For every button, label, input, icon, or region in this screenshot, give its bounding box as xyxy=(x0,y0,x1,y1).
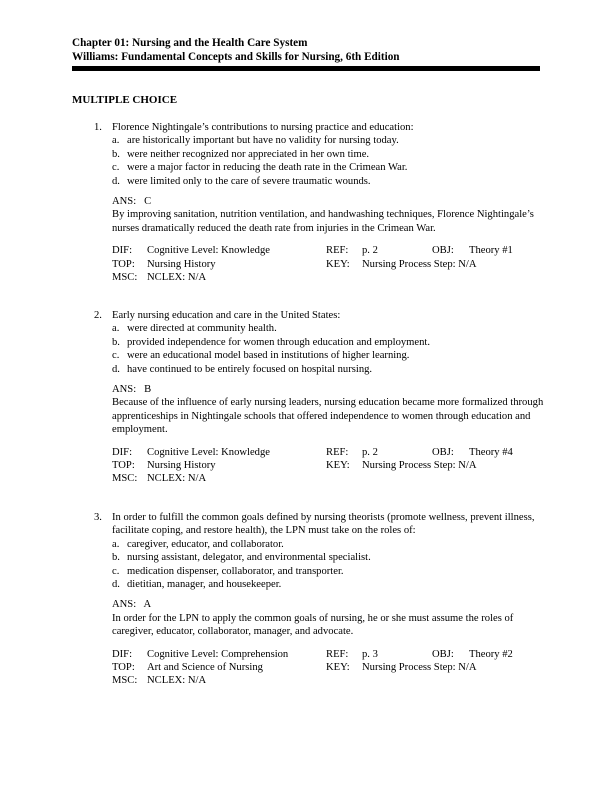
option-text: are historically important but have no validity for nursing today. xyxy=(127,135,399,147)
option-letter: a. xyxy=(112,135,120,147)
option-letter: b. xyxy=(112,148,120,160)
question-text: Florence Nightingale’s contributions to nursing practice and education: xyxy=(112,122,414,133)
question-text: Early nursing education and care in the United States: xyxy=(112,310,341,321)
ref-value: p. 2 xyxy=(362,245,378,257)
question-metadata xyxy=(94,446,556,486)
obj-label: OBJ: xyxy=(432,245,454,257)
msc-value: NCLEX: N/A xyxy=(147,473,207,485)
rationale: In order for the LPN to apply the common goals of nursing, he or she must assume the roles of caregiver, educator, collaborator, manager, and advocate. xyxy=(112,612,514,638)
ref-value: p. 2 xyxy=(362,446,378,458)
top-label: TOP: xyxy=(112,662,135,674)
key-label: KEY: xyxy=(326,258,350,270)
answer-value: C xyxy=(144,196,152,208)
option-c xyxy=(94,565,556,578)
question-3 xyxy=(94,511,556,688)
option-text: were a major factor in reducing the death rate in the Crimean War. xyxy=(127,162,408,174)
top-value: Nursing History xyxy=(147,258,216,270)
top-value: Nursing History xyxy=(147,460,216,472)
option-letter: a. xyxy=(112,538,120,550)
option-c xyxy=(94,349,556,362)
top-label: TOP: xyxy=(112,460,135,472)
question-metadata xyxy=(94,648,556,688)
option-text: medication dispenser, collaborator, and transporter. xyxy=(127,565,344,577)
option-text: dietitian, manager, and housekeeper. xyxy=(127,579,282,591)
key-label: KEY: xyxy=(326,460,350,472)
ref-label: REF: xyxy=(326,648,349,660)
option-text: were neither recognized nor appreciated in her own time. xyxy=(127,148,370,160)
option-letter: b. xyxy=(112,552,120,564)
option-a xyxy=(94,538,556,551)
msc-label: MSC: xyxy=(112,675,138,687)
ref-value: p. 3 xyxy=(362,648,378,660)
chapter-title: Chapter 01: Nursing and the Health Care System xyxy=(72,37,308,49)
option-text: were limited only to the care of severe traumatic wounds. xyxy=(127,175,371,187)
option-text: have continued to be entirely focused on hospital nursing. xyxy=(127,363,373,375)
obj-value: Theory #4 xyxy=(469,446,513,458)
obj-value: Theory #2 xyxy=(469,648,513,660)
header-rule xyxy=(72,66,540,71)
dif-label: DIF: xyxy=(112,648,133,660)
key-label: KEY: xyxy=(326,662,350,674)
top-value: Art and Science of Nursing xyxy=(147,662,263,674)
answer-value: A xyxy=(143,599,152,611)
question-1 xyxy=(94,121,556,284)
option-b xyxy=(94,551,556,564)
key-value: Nursing Process Step: N/A xyxy=(362,662,477,674)
rationale: By improving sanitation, nutrition ventilation, and handwashing techniques, Florence Nightingale’s nurses dramatically reduced the death rate from injuries in the Crimean War. xyxy=(112,209,534,234)
option-d xyxy=(94,363,556,376)
question-number: 3. xyxy=(94,512,102,523)
option-letter: b. xyxy=(112,336,120,348)
option-b xyxy=(94,148,556,161)
section-title: MULTIPLE CHOICE xyxy=(72,94,178,106)
option-letter: d. xyxy=(112,175,120,187)
msc-label: MSC: xyxy=(112,272,138,284)
option-text: were an educational model based in institutions of higher learning. xyxy=(127,350,410,362)
option-letter: d. xyxy=(112,579,120,591)
answer-line xyxy=(94,195,556,208)
dif-value: Cognitive Level: Knowledge xyxy=(147,446,270,458)
ref-label: REF: xyxy=(326,245,349,257)
option-text: were directed at community health. xyxy=(127,323,277,335)
option-a xyxy=(94,322,556,335)
dif-label: DIF: xyxy=(112,245,133,257)
option-letter: d. xyxy=(112,363,120,375)
answer-label: ANS: xyxy=(112,384,137,396)
msc-label: MSC: xyxy=(112,473,138,485)
option-letter: c. xyxy=(112,162,120,174)
dif-value: Cognitive Level: Knowledge xyxy=(147,245,270,257)
option-text: caregiver, educator, and collaborator. xyxy=(127,538,284,550)
obj-label: OBJ: xyxy=(432,648,454,660)
option-b xyxy=(94,336,556,349)
answer-value: B xyxy=(144,384,152,396)
page-header xyxy=(72,37,540,64)
key-value: Nursing Process Step: N/A xyxy=(362,258,477,270)
question-stem xyxy=(94,121,556,134)
question-stem xyxy=(94,309,556,322)
option-text: provided independence for women through education and employment. xyxy=(127,336,431,348)
option-letter: a. xyxy=(112,323,120,335)
question-2 xyxy=(94,309,556,486)
question-text: In order to fulfill the common goals defined by nursing theorists (promote wellness, prevent illness, facilitate coping, and restore health), the LPN must take on the roles of: xyxy=(112,512,535,537)
dif-label: DIF: xyxy=(112,446,133,458)
ref-label: REF: xyxy=(326,446,349,458)
question-number: 1. xyxy=(94,122,102,133)
book-title: Williams: Fundamental Concepts and Skills for Nursing, 6th Edition xyxy=(72,50,400,63)
option-d xyxy=(94,578,556,591)
option-d xyxy=(94,175,556,188)
option-text: nursing assistant, delegator, and environmental specialist. xyxy=(127,552,371,564)
obj-label: OBJ: xyxy=(432,446,454,458)
key-value: Nursing Process Step: N/A xyxy=(362,460,477,472)
msc-value: NCLEX: N/A xyxy=(147,272,207,284)
answer-line xyxy=(94,598,556,611)
obj-value: Theory #1 xyxy=(469,245,513,257)
answer-line xyxy=(94,383,556,396)
question-stem xyxy=(94,511,556,538)
option-letter: c. xyxy=(112,565,120,577)
dif-value: Cognitive Level: Comprehension xyxy=(147,648,289,660)
question-metadata xyxy=(94,244,556,284)
option-letter: c. xyxy=(112,350,120,362)
rationale: Because of the influence of early nursing leaders, nursing education became more formalized through apprenticeships in Nightingale schools that offered independence to women through education and employment. xyxy=(112,397,544,436)
option-a xyxy=(94,134,556,147)
top-label: TOP: xyxy=(112,258,135,270)
answer-label: ANS: xyxy=(112,196,137,208)
answer-label: ANS: xyxy=(112,599,137,611)
msc-value: NCLEX: N/A xyxy=(147,675,207,687)
option-c xyxy=(94,161,556,174)
question-number: 2. xyxy=(94,310,102,321)
